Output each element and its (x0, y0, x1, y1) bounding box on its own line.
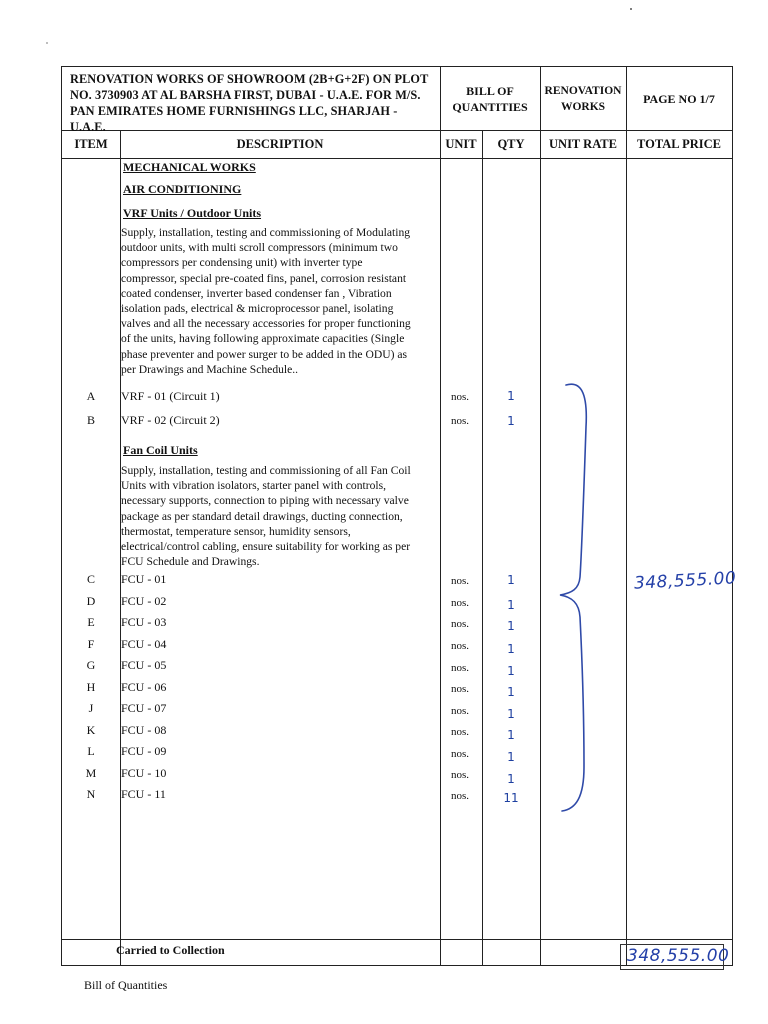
fcu-description-line: necessary supports, connection to piping with necessary valve (121, 494, 409, 508)
item-description: FCU - 07 (121, 701, 167, 715)
vrf-description-line: outdoor units, with multi scroll compressors (minimum two (121, 241, 398, 255)
item-qty: 1 (507, 414, 515, 428)
project-title-line: PAN EMIRATES HOME FURNISHINGS LLC, SHARJAH - U.A.E. (70, 104, 398, 134)
item-unit: nos. (450, 790, 470, 802)
fcu-description-line: FCU Schedule and Drawings. (121, 555, 260, 569)
item-code: D (86, 594, 96, 608)
item-qty: 1 (507, 707, 515, 721)
item-description: VRF - 01 (Circuit 1) (121, 389, 220, 403)
renovation-label-line: WORKS (560, 100, 606, 113)
fcu-description-line: electrical/control cabling, ensure suitability for working as per (121, 540, 411, 554)
item-description: FCU - 09 (121, 744, 167, 758)
vrf-description-line: Supply, installation, testing and commissioning of Modulating (121, 226, 411, 239)
vrf-description-line: compressor, special pre-coated fins, panel, corrosion resistant (121, 271, 407, 285)
vrf-description-line: isolation pads, electrical & microprocessor panel, isolating (121, 302, 394, 316)
item-description: FCU - 01 (121, 572, 167, 586)
column-head-description: DESCRIPTION (236, 136, 324, 151)
item-description: FCU - 11 (121, 787, 166, 801)
item-description: FCU - 08 (121, 723, 167, 737)
item-qty: 1 (507, 389, 515, 403)
item-unit: nos. (450, 597, 470, 609)
col-divider-qty (540, 67, 541, 965)
fcu-description (121, 463, 437, 569)
project-title-line: NO. 3730903 AT AL BARSHA FIRST, DUBAI - U.A.E. FOR M/S. (70, 88, 421, 102)
item-unit: nos. (450, 640, 470, 652)
vrf-description-line: per Drawings and Machine Schedule.. (121, 362, 299, 376)
item-unit: nos. (450, 748, 470, 760)
item-qty: 1 (507, 772, 515, 786)
fcu-description-line: package as per standard detail drawings, ducting connection, (121, 509, 403, 523)
column-head-total-price: TOTAL PRICE (637, 136, 721, 151)
item-description: FCU - 02 (121, 594, 167, 608)
item-code: L (87, 744, 95, 758)
item-code: M (85, 766, 97, 780)
item-description: FCU - 05 (121, 658, 167, 672)
carried-to-collection-label: Carried to Collection (116, 943, 225, 957)
column-head-item: ITEM (74, 136, 108, 151)
speck (46, 42, 48, 44)
item-description: FCU - 03 (121, 615, 167, 629)
item-unit: nos. (450, 769, 470, 781)
item-qty: 11 (503, 791, 519, 805)
vrf-description-line: phase preventer and power surger to be added in the ODU) as (121, 347, 407, 361)
vrf-description-line: compressors per condensing unit) with inverter type (121, 256, 363, 270)
project-title-line: RENOVATION WORKS OF SHOWROOM (2B+G+2F) ON PLOT (70, 72, 429, 86)
column-head-unit-rate: UNIT RATE (549, 136, 617, 151)
item-code: C (86, 572, 95, 586)
item-description: FCU - 04 (121, 637, 167, 651)
item-qty: 1 (507, 728, 515, 742)
item-code: H (86, 680, 96, 694)
carried-row-divider (62, 939, 732, 940)
item-unit: nos. (450, 705, 470, 717)
item-unit: nos. (450, 662, 470, 674)
carried-total: 348,555.00 (627, 946, 730, 966)
item-description: FCU - 10 (121, 766, 167, 780)
item-qty: 1 (507, 598, 515, 612)
col-divider-unit (482, 130, 483, 965)
col-divider-description (440, 67, 441, 965)
column-head-unit: UNIT (445, 136, 477, 151)
item-code: G (86, 658, 96, 672)
item-qty: 1 (507, 750, 515, 764)
item-code: N (86, 787, 96, 801)
item-code: J (88, 701, 94, 715)
boq-label-line: BILL OF (466, 83, 514, 98)
fcu-description-line: Units with vibration isolators, starter panel with controls, (121, 479, 387, 493)
column-head-divider (62, 158, 732, 159)
fcu-description-line: thermostat, temperature sensor, humidity sensors, (121, 524, 351, 538)
col-divider-unit-rate (626, 67, 627, 965)
section-subtitle: AIR CONDITIONING (123, 182, 242, 196)
item-unit: nos. (450, 683, 470, 695)
item-qty: 1 (507, 664, 515, 678)
fcu-heading: Fan Coil Units (123, 443, 198, 457)
footer-label: Bill of Quantities (84, 978, 168, 992)
speck (630, 8, 632, 10)
boq-table (61, 66, 737, 966)
item-qty: 1 (507, 619, 515, 633)
item-code: F (87, 637, 95, 651)
vrf-heading: VRF Units / Outdoor Units (123, 206, 262, 220)
item-unit: nos. (450, 575, 470, 587)
vrf-description-line: valves and all the necessary accessories for proper functioning (121, 317, 411, 331)
item-qty: 1 (507, 642, 515, 656)
vrf-description-line: coated condenser, inverter based condenser fan , Vibration (121, 286, 392, 300)
item-unit: nos. (450, 415, 470, 427)
item-description: VRF - 02 (Circuit 2) (121, 413, 220, 427)
column-head-qty: QTY (497, 136, 525, 151)
handwritten-bracket (552, 377, 602, 817)
vrf-description (121, 225, 437, 377)
vrf-description-line: of the units, having following approximate capacities (Single (121, 332, 405, 346)
project-title (70, 71, 436, 135)
handwritten-total: 348,555.00 (633, 568, 737, 594)
item-description: FCU - 06 (121, 680, 167, 694)
item-qty: 1 (507, 685, 515, 699)
item-code: B (86, 413, 95, 427)
item-code: E (87, 615, 95, 629)
item-code: K (86, 723, 96, 737)
item-code: A (86, 389, 96, 403)
item-unit: nos. (450, 726, 470, 738)
renovation-label-line: RENOVATION (544, 84, 622, 97)
item-unit: nos. (450, 391, 470, 403)
fcu-description-line: Supply, installation, testing and commissioning of all Fan Coil (121, 464, 411, 477)
bill-of-quantities-label (440, 67, 540, 130)
boq-label-line: QUANTITIES (452, 99, 528, 114)
page-number: PAGE NO 1/7 (643, 91, 715, 106)
item-qty: 1 (507, 573, 515, 587)
renovation-works-label (540, 67, 626, 130)
section-title: MECHANICAL WORKS (123, 160, 256, 174)
item-unit: nos. (450, 618, 470, 630)
